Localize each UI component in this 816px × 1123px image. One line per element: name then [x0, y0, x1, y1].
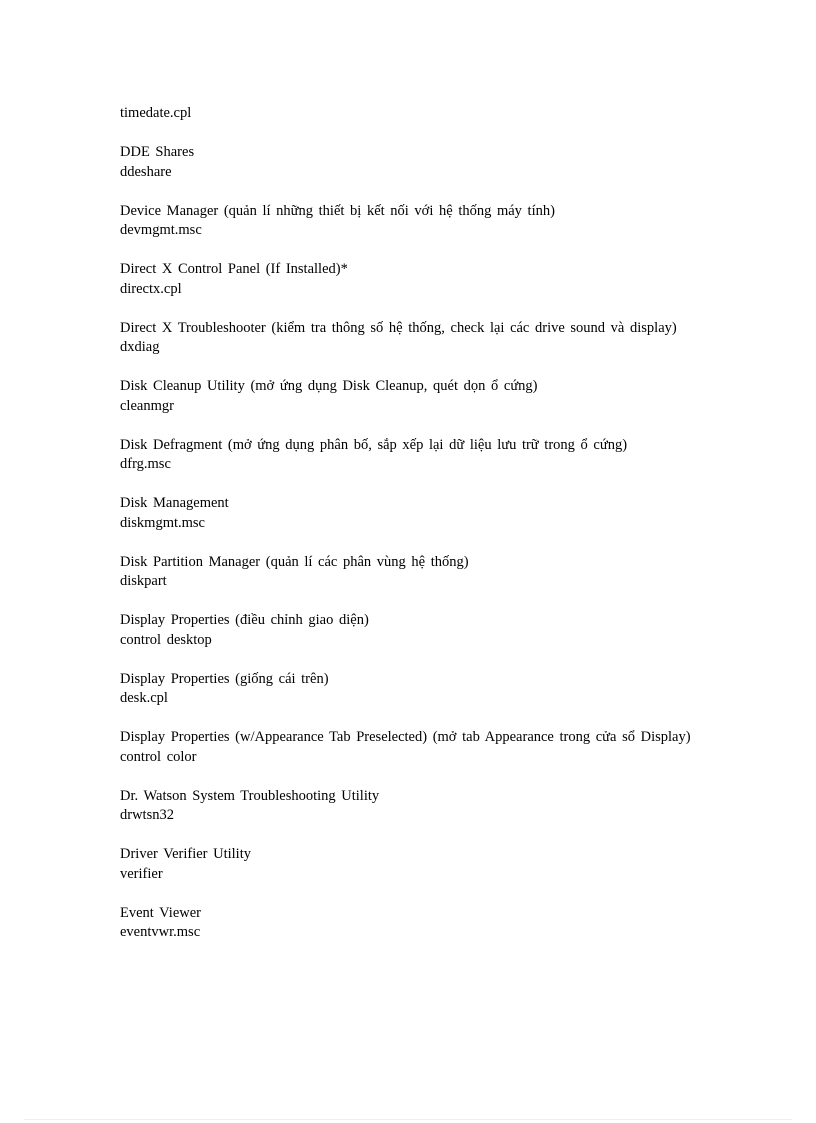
entry-title: Disk Cleanup Utility (mở ứng dụng Disk Cleanup, quét dọn ổ cứng): [120, 378, 538, 394]
leading-command: timedate.cpl: [120, 105, 192, 121]
entry-disk-defragment: [120, 436, 740, 475]
entry-command: diskmgmt.msc: [120, 514, 205, 531]
entry-command: control desktop: [120, 631, 212, 648]
entry-disk-management: [120, 494, 740, 533]
entry-device-manager: [120, 202, 740, 241]
entry-command: control color: [120, 748, 197, 765]
entry-title: Direct X Control Panel (If Installed)*: [120, 261, 348, 277]
entry-title: Device Manager (quản lí những thiết bị kết nối với hệ thống máy tính): [120, 202, 555, 219]
entry-command: eventvwr.msc: [120, 924, 201, 940]
entry-title: Event Viewer: [120, 904, 201, 921]
entry-command: ddeshare: [120, 163, 172, 180]
entry-title: Display Properties (giống cái trên): [120, 670, 329, 687]
page-bottom-divider: [24, 1119, 792, 1120]
entry-directx-control-panel: [120, 260, 740, 299]
entry-title: Disk Partition Manager (quản lí các phân vùng hệ thống): [120, 553, 469, 570]
entry-command: verifier: [120, 865, 163, 882]
entry-command: dfrg.msc: [120, 456, 171, 472]
entry-command: cleanmgr: [120, 397, 174, 414]
entry-title: Disk Management: [120, 495, 229, 511]
entry-disk-cleanup: [120, 377, 740, 416]
entry-event-viewer: [120, 904, 740, 943]
entry-command: directx.cpl: [120, 280, 182, 297]
entry-title: Display Properties (w/Appearance Tab Preselected) (mở tab Appearance trong cửa sổ Display): [120, 729, 691, 745]
entry-display-properties-desk-cpl: [120, 670, 740, 709]
entry-display-properties-appearance: [120, 728, 740, 767]
entry-disk-partition-manager: [120, 553, 740, 592]
entry-driver-verifier: [120, 845, 740, 884]
entry-dde-shares: [120, 143, 740, 182]
entry-title: Dr. Watson System Troubleshooting Utility: [120, 787, 380, 804]
entry-dr-watson: [120, 787, 740, 826]
entry-title: Direct X Troubleshooter (kiểm tra thông số hệ thống, check lại các drive sound và display): [120, 319, 677, 336]
entry-title: Display Properties (điều chỉnh giao diện): [120, 612, 369, 628]
entry-title: Disk Defragment (mở ứng dụng phân bố, sắp xếp lại dữ liệu lưu trữ trong ổ cứng): [120, 436, 628, 453]
entry-title: Driver Verifier Utility: [120, 846, 251, 862]
document-body: [120, 104, 740, 962]
entry-command: diskpart: [120, 573, 167, 589]
entry-command: dxdiag: [120, 339, 160, 355]
entry-command: desk.cpl: [120, 690, 168, 706]
entry-title: DDE Shares: [120, 144, 195, 160]
entry-command: devmgmt.msc: [120, 222, 202, 238]
entry-display-properties-desktop: [120, 611, 740, 650]
entry-directx-troubleshooter: [120, 319, 740, 358]
entry-command: drwtsn32: [120, 807, 174, 823]
